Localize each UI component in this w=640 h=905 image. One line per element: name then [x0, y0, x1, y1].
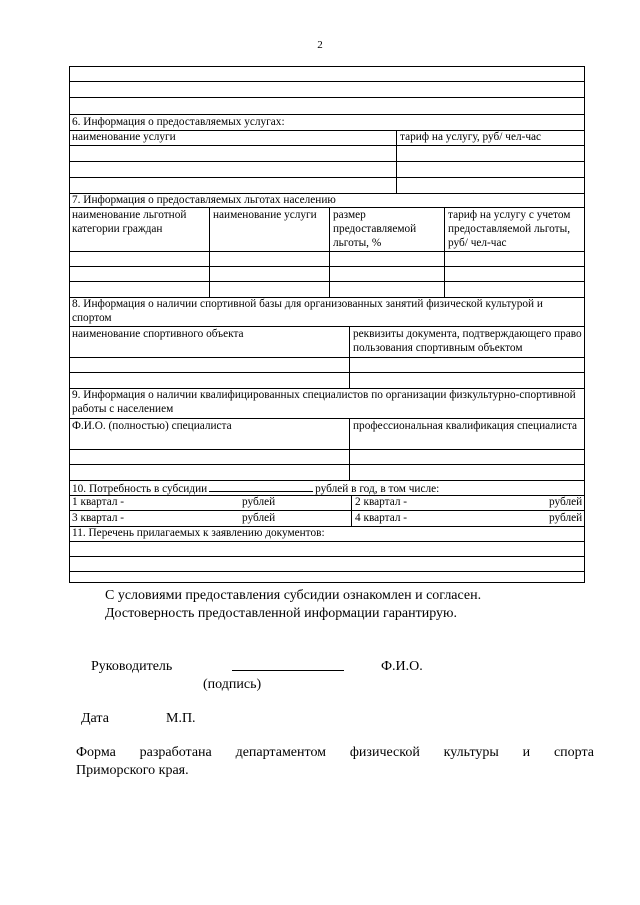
sport-object-header: наименование спортивного объекта: [72, 328, 244, 340]
row-divider: [70, 357, 584, 358]
subsidy-per-year-label: рублей в год, в том числе:: [315, 483, 440, 495]
section-10-title: [72, 480, 439, 496]
form-origin-note-region: Приморского края.: [76, 763, 189, 778]
row-divider: [70, 145, 584, 146]
col-divider: [444, 207, 445, 297]
row-divider: [70, 464, 584, 465]
section-7-title: 7. Информация о предоставляемых льготах населению: [72, 194, 336, 206]
service-name-header: наименование услуги: [72, 131, 176, 143]
application-form-table: [69, 66, 585, 583]
benefit-tariff-header: тариф на услугу с учетом предоставляемой льготы, руб/ чел-час: [448, 209, 571, 249]
agreement-line-1: С условиями предоставления субсидии ознакомлен и согласен.: [105, 588, 482, 603]
row-divider: [70, 97, 584, 98]
section-6-title: 6. Информация о предоставляемых услугах:: [72, 116, 285, 128]
quarter-3-label: 3 квартал -: [72, 512, 125, 524]
col-divider: [209, 207, 210, 297]
row-divider: [70, 449, 584, 450]
section-11-title: 11. Перечень прилагаемых к заявлению документов:: [72, 527, 325, 539]
row-divider: [70, 281, 584, 282]
col-divider: [351, 495, 352, 526]
col-divider: [329, 207, 330, 297]
quarter-4-label: 4 квартал -: [355, 512, 408, 524]
benefit-service-header: наименование услуги: [213, 209, 317, 221]
specialist-name-header: Ф.И.О. (полностью) специалиста: [72, 420, 232, 432]
section-9-title: 9. Информация о наличии квалифицированных специалистов по организации физкультурно-спортивной работы с населением: [72, 389, 576, 415]
quarter-1-unit: рублей: [242, 496, 276, 508]
row-divider: [70, 372, 584, 373]
service-tariff-header: тариф на услугу, руб/ чел-час: [400, 131, 542, 143]
signature-caption: (подпись): [203, 677, 262, 692]
benefit-category-header: наименование льготной категории граждан: [72, 209, 187, 235]
section-8-title: 8. Информация о наличии спортивной базы для организованных занятий физической культурой и спортом: [72, 298, 543, 324]
head-label: Руководитель: [91, 659, 173, 674]
row-divider: [70, 161, 584, 162]
benefit-size-header: размер предоставляемой льготы, %: [333, 209, 417, 249]
quarter-4-unit: рублей: [549, 512, 583, 524]
row-divider: [70, 541, 584, 542]
stamp-label: М.П.: [166, 711, 196, 726]
quarter-3-unit: рублей: [242, 512, 276, 524]
form-origin-note: Форма разработана департаментом физической культуры и спорта: [76, 745, 594, 760]
row-divider: [70, 556, 584, 557]
date-label: Дата: [81, 711, 109, 726]
sport-object-docs-header: реквизиты документа, подтверждающего право пользования спортивным объектом: [353, 328, 582, 354]
signature-blank: [232, 670, 344, 671]
row-divider: [70, 495, 584, 496]
row-divider: [70, 571, 584, 572]
page-number: 2: [317, 39, 323, 51]
quarter-1-label: 1 квартал -: [72, 496, 125, 508]
quarter-2-unit: рублей: [549, 496, 583, 508]
row-divider: [70, 81, 584, 82]
row-divider: [70, 266, 584, 267]
fio-label: Ф.И.О.: [381, 659, 423, 674]
subsidy-amount-blank: [209, 480, 313, 492]
agreement-line-2: Достоверность предоставленной информации гарантирую.: [105, 606, 458, 621]
quarter-2-label: 2 квартал -: [355, 496, 408, 508]
specialist-qualification-header: профессиональная квалификация специалиста: [353, 420, 578, 432]
row-divider: [70, 510, 584, 511]
subsidy-need-label: 10. Потребность в субсидии: [72, 483, 208, 495]
row-divider: [70, 251, 584, 252]
row-divider: [70, 177, 584, 178]
